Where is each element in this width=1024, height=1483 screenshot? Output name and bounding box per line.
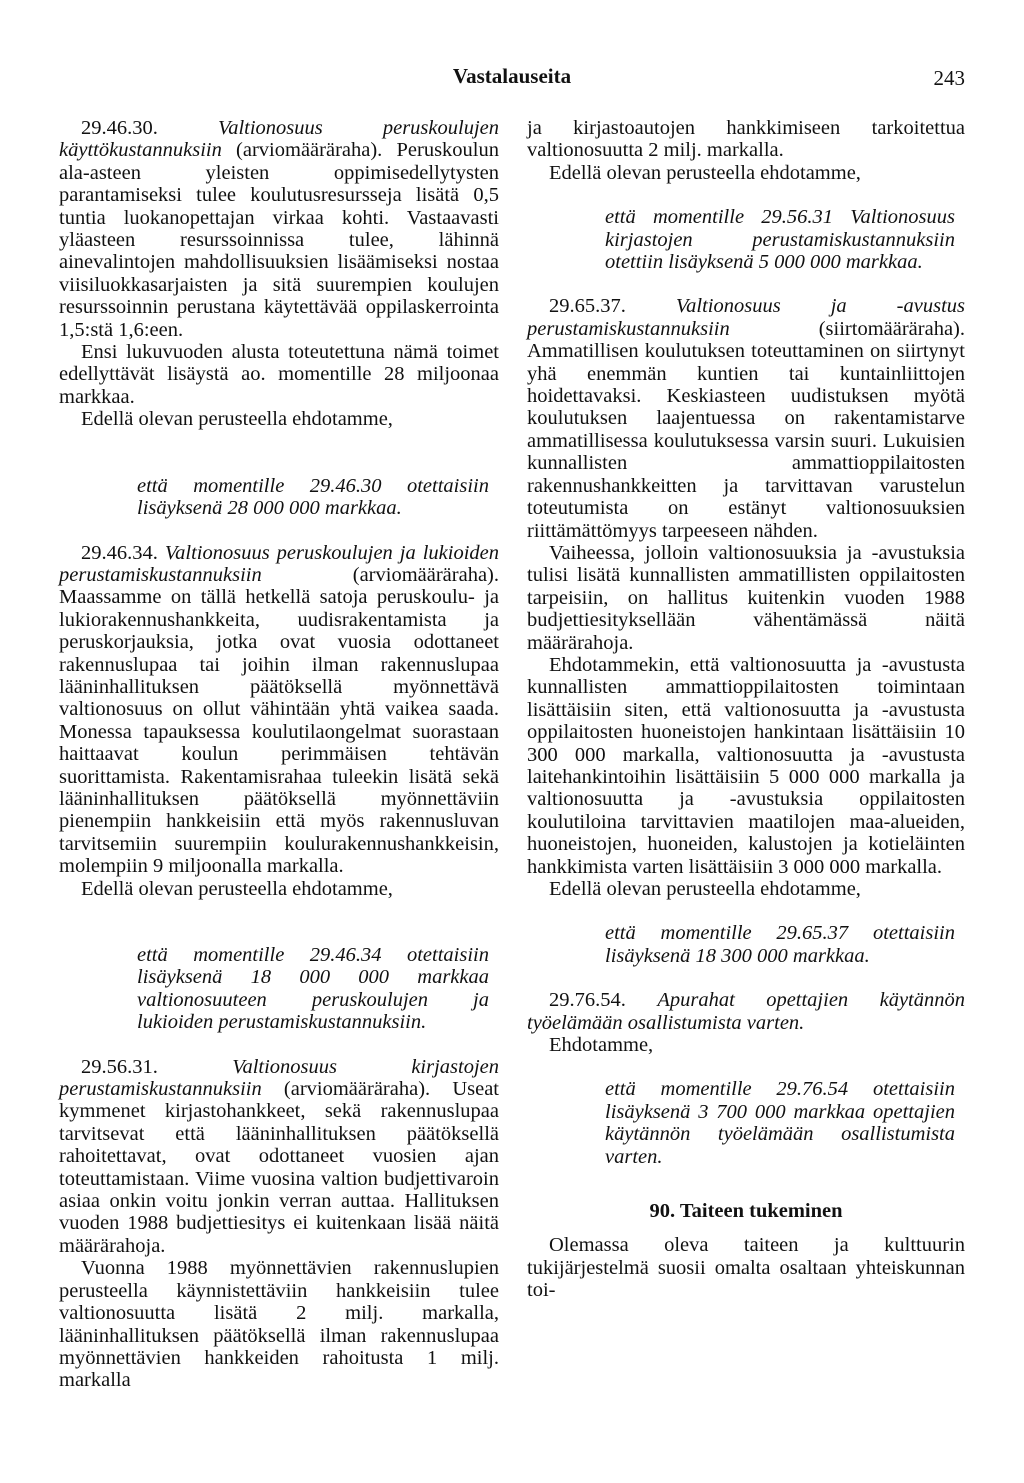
item-29-46-30-paragraph	[59, 117, 499, 341]
spacer	[59, 900, 499, 922]
body-paragraph: Vuonna 1988 myönnettävien rakennuslupien perusteella käynnistettäviin hankkeisiin tulee valtionosuutta lisätä 2 milj. markalla, lääninhallituksen päätöksellä ilman rakennuslupaa myönnettävien hankkeiden rahoitusta 1 milj. markalla	[59, 1257, 499, 1392]
spacer	[59, 431, 499, 453]
proposal-text: että momentille 29.46.34 otettaisiin lisäyksenä 18 000 000 markkaa valtionosuuteen peruskoulujen ja lukioiden perustamiskustannuksiin.	[137, 944, 489, 1034]
proposal-lead: Edellä olevan perusteella ehdotamme,	[549, 161, 861, 184]
item-number: 29.65.37.	[549, 295, 626, 318]
item-number: 29.46.34.	[81, 541, 158, 564]
item-heading: Valtionosuus ja -avustus perustamiskustannuksiin	[527, 295, 965, 340]
item-number: 29.76.54.	[549, 989, 626, 1012]
proposal-text: että momentille 29.46.30 otettaisiin lisäyksenä 28 000 000 markkaa.	[137, 474, 489, 520]
proposal-text: että momentille 29.65.37 otettaisiin lisäyksenä 18 300 000 markkaa.	[605, 922, 955, 967]
item-heading: Valtionosuus peruskoulujen käyttökustannuksiin	[59, 117, 499, 162]
spacer	[527, 1056, 965, 1078]
spacer	[527, 967, 965, 989]
proposal-lead: Ehdotamme,	[549, 1034, 654, 1057]
spacer	[527, 900, 965, 922]
item-number: 29.46.30.	[81, 117, 158, 139]
item-heading: Valtionosuus peruskoulujen ja lukioiden perustamiskustannuksiin	[59, 541, 500, 586]
item-text: (arviomääräraha). Maassamme on tällä hetkellä satoja peruskoulu- ja lukiorakennushankkeita, uudisrakentamista ja peruskorjauksia, jotka ovat vuosia odottaneet rakennuslupaa tai joihin ilman rakennuslupaa lääninhallituksen päätöksellä myönnettävä valtionosuus on ollut vähintään yhtä vaikea saada. Monessa tapauksessa koulutilaongelmat suorastaan haittaavat koulun perimmäisen tehtävän suorittamista. Rakentamisrahaa tuleekin lisätä sekä lääninhallituksen päätöksellä myönnettäviin pienempiin hankkeisiin että myös rakennusluvan tarvitsemiin suurempiin koulurakennushankkeisin, molempiin 9 miljoonalla markalla.	[59, 563, 499, 878]
section-heading: 90. Taiteen tukeminen	[649, 1200, 843, 1223]
left-column	[59, 117, 499, 1392]
section-paragraph: Olemassa oleva taiteen ja kulttuurin tukijärjestelmä suosii omalta osaltaan yhteiskunnan toi-	[527, 1234, 965, 1302]
continued-paragraph: ja kirjastoautojen hankkimiseen tarkoitettua valtionosuutta 2 milj. markalla.	[527, 117, 965, 162]
proposal-text: että momentille 29.56.31 Valtionosuus kirjastojen perustamiskustannuksiin otettiin lisäyksenä 5 000 000 markkaa.	[605, 206, 955, 274]
proposal-lead: Edellä olevan perusteella ehdotamme,	[549, 878, 861, 900]
item-text: (arviomääräraha). Useat kymmenet kirjastohankkeet, sekä rakennuslupaa tarvitsevat että lääninhallituksen päätöksellä rahoitettavat, ovat odottaneet vuosien ajan toteuttamistaan. Viime vuosina valtion budjettivaroin asiaa onkin voitu jonkin verran auttaa. Hallituksen vuoden 1988 budjettiesitys ei kuitenkaan lisää näitä määrärahoja.	[59, 1078, 500, 1257]
spacer	[527, 184, 965, 206]
item-heading: Valtionosuus kirjastojen perustamiskustannuksiin	[59, 1055, 500, 1101]
body-paragraph: Ensi lukuvuoden alusta toteutettuna nämä toimet edellyttävät lisäystä ao. momentille 28 miljoonaa markkaa.	[59, 341, 499, 408]
page-number: 243	[933, 66, 965, 90]
right-column	[527, 117, 965, 1302]
proposal-lead: Edellä olevan perusteella ehdotamme,	[81, 408, 393, 431]
item-heading: Apurahat opettajien käytännön työelämään osallistumista varten.	[527, 989, 965, 1034]
item-number: 29.56.31.	[81, 1055, 158, 1078]
proposal-text: että momentille 29.76.54 otettaisiin lisäyksenä 3 700 000 markkaa opettajien käytännön työelämään osallistumista varten.	[605, 1078, 955, 1168]
item-text: (arviomääräraha). Peruskoulun ala-asteen yleisten oppimisedellytysten parantamiseksi tulee koulutusresursseja lisätä 0,5 tuntia luokanopettajan virkaa kohti. Vastaavasti yläasteen resurssoinnissa tulee, lähinnä ainevalintojen mahdollisuuksien lisäämiseksi nostaa viisiluokkasarjaisten ja sitä suurempien koulujen resurssoinnin perustana käytettävää oppilaskerrointa 1,5:stä 1,6:een.	[59, 139, 499, 341]
item-text: (siirtomääräraha). Ammatillisen koulutuksen toteuttaminen on siirtynyt yhä enemmän kuntien tai kuntainliittojen hoidettavaksi. Keskiasteen uudistuksen myötä koulutuksen laajentuessa on rakentamistarve ammatillisessa koulutuksessa varsin suuri. Lukuisien kunnallisten ammattioppilaitosten rakennushankkeitten ja tarvittavan varustelun toteutumista on estänyt valtionosuuksien riittämättömyys tarpeeseen nähden.	[527, 317, 965, 542]
proposal-lead: Edellä olevan perusteella ehdotamme,	[81, 877, 393, 900]
spacer	[59, 1034, 499, 1056]
running-header-title: Vastalauseita	[452, 64, 572, 88]
body-paragraph: Vaiheessa, jolloin valtionosuuksia ja -avustuksia tulisi lisätä kunnallisten ammatillisten oppilaitosten tarpeisiin, on hallitus kuitenkin vuoden 1988 budjettiesityksellään vähentämässä näitä määrärahoja.	[527, 541, 965, 654]
body-paragraph: Ehdotammekin, että valtionosuutta ja -avustusta kunnallisten ammattioppilaitosten toimintaan lisättäisiin siten, että valtionosuutta ja -avustusta oppilaitosten huoneistojen hankintaan lisättäisiin 10 300 000 markalla, valtionosuutta ja -avustusta laitehankintoihin lisättäisiin 5 000 000 markalla ja valtionosuutta ja -avustuksia oppilaitosten koulutiloina tarvittavien maatilojen maa-alueiden, huoneistojen, huoneiden, kalustojen ja kotieläinten hankkimista varten lisättäisiin 3 000 000 markalla.	[527, 653, 965, 878]
item-29-76-54-paragraph	[527, 989, 965, 1034]
spacer	[59, 922, 499, 944]
spacer	[527, 273, 965, 295]
item-29-46-34-paragraph	[59, 542, 499, 878]
spacer	[59, 453, 499, 475]
item-29-65-37-paragraph	[527, 295, 965, 541]
spacer	[59, 520, 499, 542]
item-29-56-31-paragraph	[59, 1056, 499, 1258]
